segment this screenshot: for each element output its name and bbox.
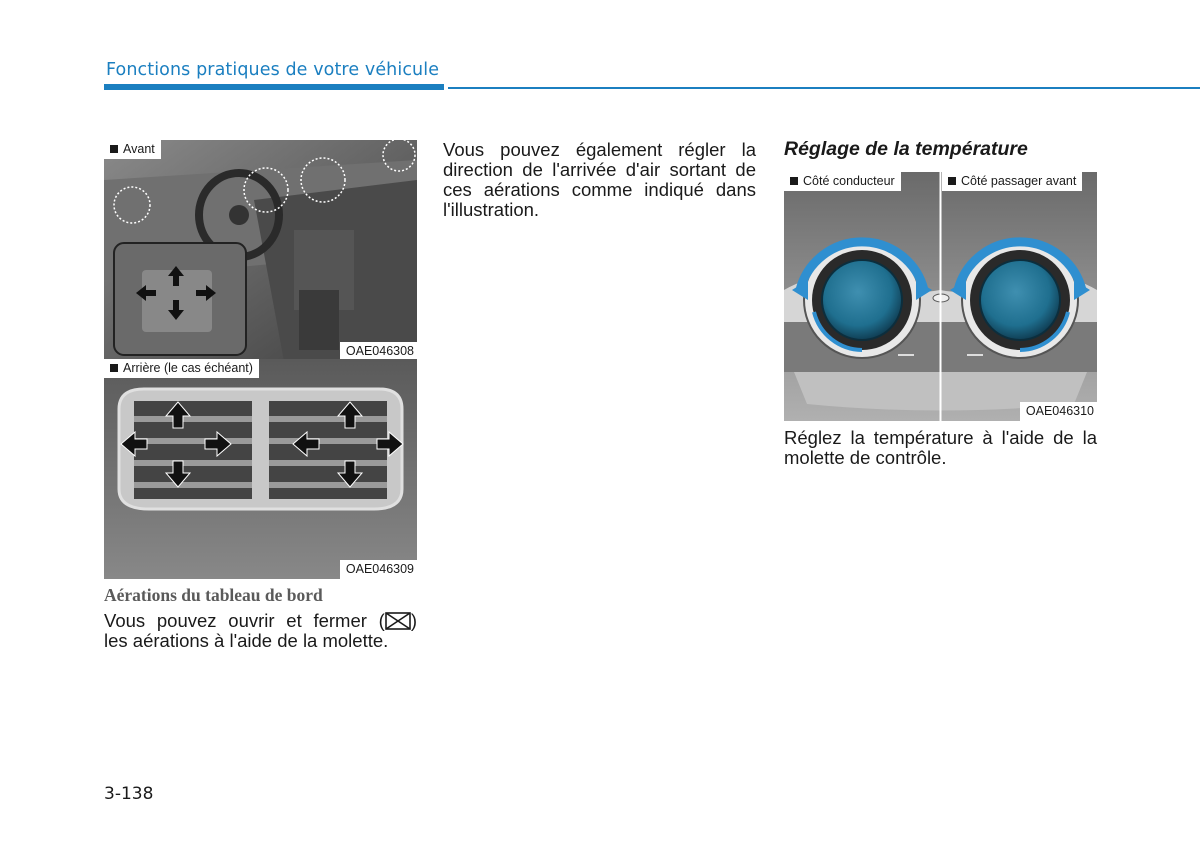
- vent-closed-x-icon: [385, 612, 411, 630]
- figure-front-code: OAE046308: [340, 342, 417, 361]
- bullet-square-icon: [790, 177, 798, 185]
- paragraph-direction: [443, 140, 756, 220]
- section-heading-dashboard-vents: Aérations du tableau de bord: [104, 585, 323, 605]
- section-heading-temperature: Réglage de la température: [784, 138, 1028, 160]
- bullet-square-icon: [110, 364, 118, 372]
- paragraph-temperature: [784, 428, 1097, 468]
- figure-temp-label-right: Côté passager avant: [942, 172, 1082, 191]
- figure-temp-code: OAE046310: [1020, 402, 1097, 421]
- running-header-title: Fonctions pratiques de votre véhicule: [106, 60, 440, 80]
- bullet-square-icon: [110, 145, 118, 153]
- figure-front-vents: [104, 140, 417, 361]
- rear-vents-illustration: [104, 359, 417, 579]
- figure-rear-vents: [104, 359, 417, 579]
- paragraph-open-close: [104, 611, 417, 651]
- paragraph-line: Réglez la température à l'aide de la: [784, 427, 1097, 448]
- page-number: 3-138: [104, 784, 154, 804]
- figure-front-label: Avant: [104, 140, 161, 159]
- figure-rear-label: Arrière (le cas échéant): [104, 359, 259, 378]
- paragraph-line: l'illustration.: [443, 199, 540, 220]
- paragraph-line: molette de contrôle.: [784, 447, 947, 468]
- figure-temp-label-left: Côté conducteur: [784, 172, 901, 191]
- figure-temperature-knobs: [784, 172, 1097, 421]
- figure-rear-code: OAE046309: [340, 560, 417, 579]
- paragraph-line: les aérations à l'aide de la molette.: [104, 630, 389, 651]
- temperature-knobs-illustration: [784, 172, 1097, 421]
- paragraph-line: Vous pouvez également régler la: [443, 139, 756, 160]
- paragraph-line: direction de l'arrivée d'air sortant de: [443, 159, 756, 180]
- bullet-square-icon: [948, 177, 956, 185]
- paragraph-line: Vous pouvez ouvrir et fermer ( ): [104, 610, 417, 631]
- header-rule-thick: [104, 84, 444, 90]
- header-rule-thin: [448, 87, 1200, 89]
- front-dashboard-illustration: [104, 140, 417, 361]
- paragraph-line: ces aérations comme indiqué dans: [443, 179, 756, 200]
